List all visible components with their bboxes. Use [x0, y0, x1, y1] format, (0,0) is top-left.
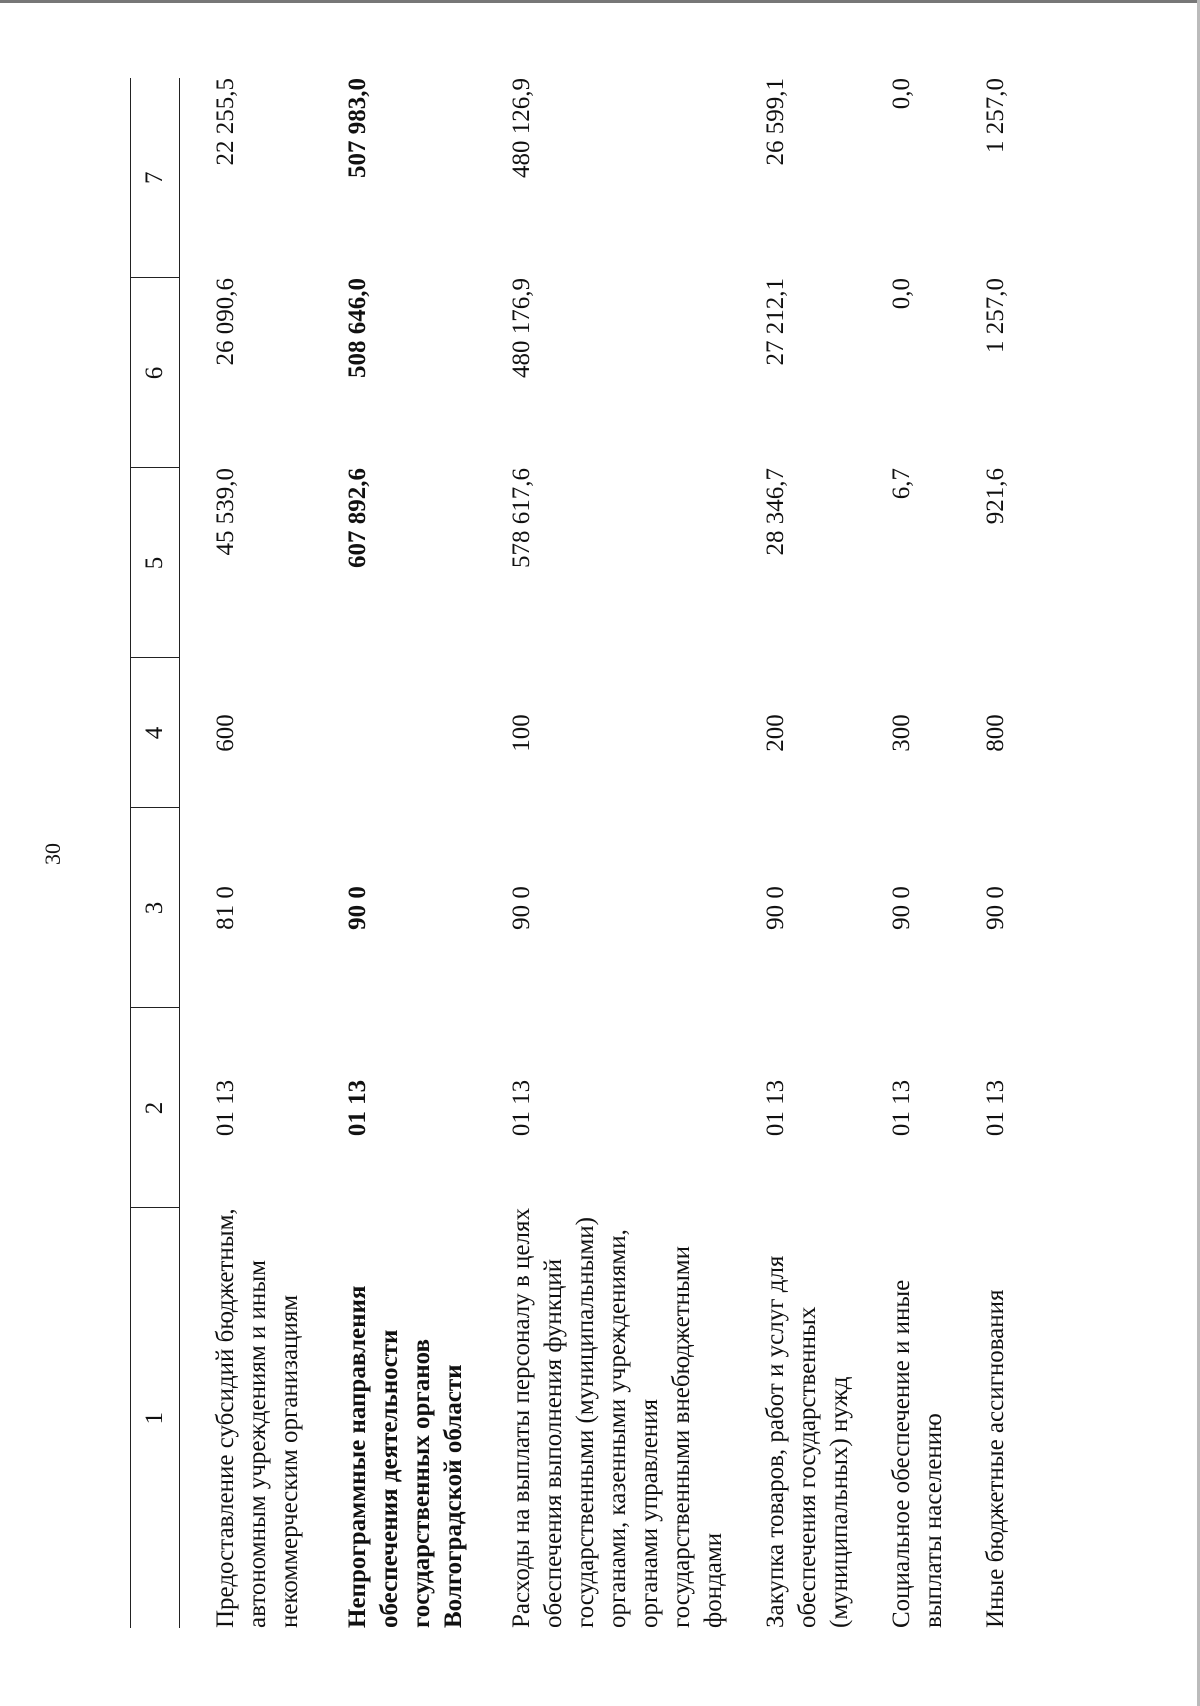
row-name: Непрограммные направления обеспечения деятельности государственных органов Волгоградской области [344, 1285, 467, 1628]
row-amount-7: 507 983,0 [344, 78, 371, 178]
row-amount-6: 508 646,0 [344, 278, 371, 378]
table-row [470, 78, 730, 1628]
row-amount-5: 6,7 [888, 468, 915, 500]
row-amount-5: 921,6 [982, 468, 1009, 525]
row-section-code: 01 13 [344, 1079, 371, 1137]
row-expense-type [306, 658, 470, 808]
table-header [131, 78, 180, 1628]
row-target-code: 90 0 [982, 886, 1009, 930]
row-amount-5: 578 617,6 [508, 468, 535, 568]
table-row [856, 78, 950, 1628]
row-amount-6: 1 257,0 [982, 278, 1009, 353]
page-number: 30 [40, 843, 65, 865]
row-amount-7: 26 599,1 [762, 78, 789, 166]
header-row [131, 78, 180, 1628]
row-target-code: 90 0 [344, 886, 371, 930]
row-amount-5: 607 892,6 [344, 468, 371, 568]
table-row [950, 78, 1012, 1628]
row-target-code: 81 0 [212, 886, 239, 930]
row-expense-type: 100 [508, 714, 535, 752]
row-section-code: 01 13 [212, 1079, 239, 1137]
row-target-code: 90 0 [888, 886, 915, 930]
row-expense-type: 600 [212, 714, 239, 752]
row-amount-5: 28 346,7 [762, 468, 789, 556]
row-name: Закупка товаров, работ и услуг для обеспечения государственных (муниципальных) нужд [762, 1255, 853, 1628]
header-col-2: 2 [131, 1008, 180, 1208]
row-expense-type: 300 [888, 714, 915, 752]
row-section-code: 01 13 [888, 1079, 915, 1137]
row-amount-6: 27 212,1 [762, 278, 789, 366]
page-edge-top [0, 0, 1200, 3]
header-col-3: 3 [131, 808, 180, 1008]
table-row [180, 78, 307, 1628]
row-section-code: 01 13 [982, 1079, 1009, 1137]
row-amount-7: 22 255,5 [212, 78, 239, 166]
header-col-7: 7 [131, 78, 180, 278]
row-amount-7: 1 257,0 [982, 78, 1009, 153]
row-amount-7: 480 126,9 [508, 78, 535, 178]
rotated-page [40, 50, 1150, 1656]
table-body [180, 78, 1013, 1628]
row-section-code: 01 13 [508, 1079, 535, 1137]
row-amount-5: 45 539,0 [212, 468, 239, 556]
row-name: Предоставление субсидий бюджетным, автономным учреждениям и иным некоммерческим организациям [212, 1208, 303, 1628]
row-section-code: 01 13 [762, 1079, 789, 1137]
row-amount-6: 0,0 [888, 278, 915, 310]
row-expense-type: 200 [762, 714, 789, 752]
row-name: Иные бюджетные ассигнования [982, 1289, 1009, 1628]
header-col-5: 5 [131, 468, 180, 658]
table-row [306, 78, 470, 1628]
budget-table [130, 78, 1012, 1628]
row-name: Расходы на выплаты персоналу в целях обеспечения выполнения функций государственными (муниципальными) органами, казенными учреждениями, органами управления государственными внебюджетными фондами [508, 1208, 727, 1628]
row-amount-6: 26 090,6 [212, 278, 239, 366]
row-name: Социальное обеспечение и иные выплаты населению [888, 1279, 947, 1628]
row-expense-type: 800 [982, 714, 1009, 752]
row-target-code: 90 0 [762, 886, 789, 930]
header-col-4: 4 [131, 658, 180, 808]
row-amount-7: 0,0 [888, 78, 915, 110]
row-amount-6: 480 176,9 [508, 278, 535, 378]
header-col-6: 6 [131, 278, 180, 468]
header-col-1: 1 [131, 1208, 180, 1628]
row-target-code: 90 0 [508, 886, 535, 930]
table-row [730, 78, 856, 1628]
